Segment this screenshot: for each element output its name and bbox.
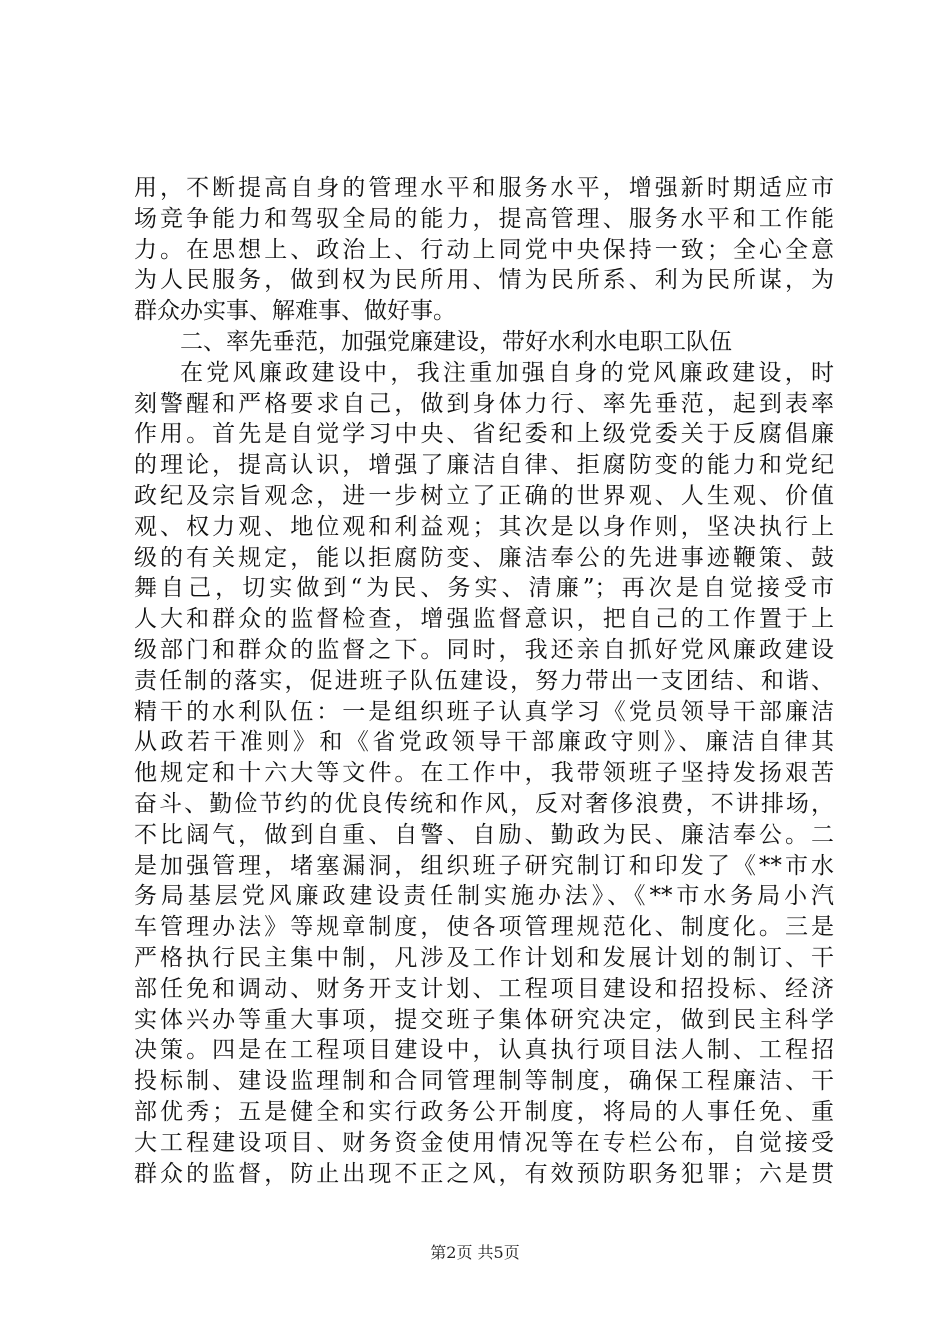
text-line: 人大和群众的监督检查，增强监督意识，把自己的工作置于上 (134, 606, 834, 633)
text-line: 群众的监督，防止出现不正之风，有效预防职务犯罪；六是贯 (134, 1160, 834, 1187)
text-line: 群众办实事、解难事、做好事。 (134, 298, 456, 325)
body-text (134, 173, 834, 1189)
section-heading: 二、率先垂范，加强党廉建设，带好水利水电职工队伍 (180, 328, 732, 355)
text-line: 力。在思想上、政治上、行动上同党中央保持一致；全心全意 (134, 236, 834, 263)
text-line: 是加强管理，堵塞漏洞，组织班子研究制订和印发了《**市水 (134, 852, 834, 879)
text-line: 政纪及宗旨观念，进一步树立了正确的世界观、人生观、价值 (134, 482, 834, 509)
text-line: 不比阔气，做到自重、自警、自励、勤政为民、廉洁奉公。二 (134, 821, 834, 848)
text-line: 用，不断提高自身的管理水平和服务水平，增强新时期适应市 (134, 175, 834, 201)
text-line: 部优秀；五是健全和实行政务公开制度，将局的人事任免、重 (134, 1098, 834, 1125)
text-line: 从政若干准则》和《省党政领导干部廉政守则》、廉洁自律其 (134, 729, 834, 756)
text-line: 精干的水利队伍：一是组织班子认真学习《党员领导干部廉洁 (134, 698, 834, 725)
text-line: 他规定和十六大等文件。在工作中，我带领班子坚持发扬艰苦 (134, 760, 834, 787)
text-line: 的理论，提高认识，增强了廉洁自律、拒腐防变的能力和党纪 (134, 452, 834, 479)
text-line: 舞自己，切实做到“为民、务实、清廉”；再次是自觉接受市 (134, 575, 834, 602)
text-line: 车管理办法》等规章制度，使各项管理规范化、制度化。三是 (134, 914, 834, 941)
text-line: 观、权力观、地位观和利益观；其次是以身作则，坚决执行上 (134, 513, 834, 540)
text-line: 责任制的落实，促进班子队伍建设，努力带出一支团结、和谐、 (134, 667, 834, 694)
text-line: 部任免和调动、财务开支计划、工程项目建设和招投标、经济 (134, 975, 834, 1002)
text-line: 为人民服务，做到权为民所用、情为民所系、利为民所谋，为 (134, 267, 834, 294)
text-line: 大工程建设项目、财务资金使用情况等在专栏公布，自觉接受 (134, 1129, 834, 1156)
text-line: 严格执行民主集中制，凡涉及工作计划和发展计划的制订、干 (134, 944, 834, 971)
text-line: 级的有关规定，能以拒腐防变、廉洁奉公的先进事迹鞭策、鼓 (134, 544, 834, 571)
text-line: 决策。四是在工程项目建设中，认真执行项目法人制、工程招 (134, 1037, 834, 1064)
text-line: 在党风廉政建设中，我注重加强自身的党风廉政建设，时 (180, 359, 834, 386)
page-number: 第2页 共5页 (430, 1243, 520, 1262)
text-line: 作用。首先是自觉学习中央、省纪委和上级党委关于反腐倡廉 (134, 421, 834, 448)
text-line: 投标制、建设监理制和合同管理制等制度，确保工程廉洁、干 (134, 1068, 834, 1095)
text-line: 场竞争能力和驾驭全局的能力，提高管理、服务水平和工作能 (134, 205, 834, 232)
text-line: 实体兴办等重大事项，提交班子集体研究决定，做到民主科学 (134, 1006, 834, 1033)
text-line: 刻警醒和严格要求自己，做到身体力行、率先垂范，起到表率 (134, 390, 834, 417)
text-line: 务局基层党风廉政建设责任制实施办法》、《**市水务局小汽 (134, 883, 834, 910)
text-line: 级部门和群众的监督之下。同时，我还亲自抓好党风廉政建设 (134, 636, 834, 663)
text-line: 奋斗、勤俭节约的优良传统和作风，反对奢侈浪费，不讲排场， (134, 790, 834, 817)
